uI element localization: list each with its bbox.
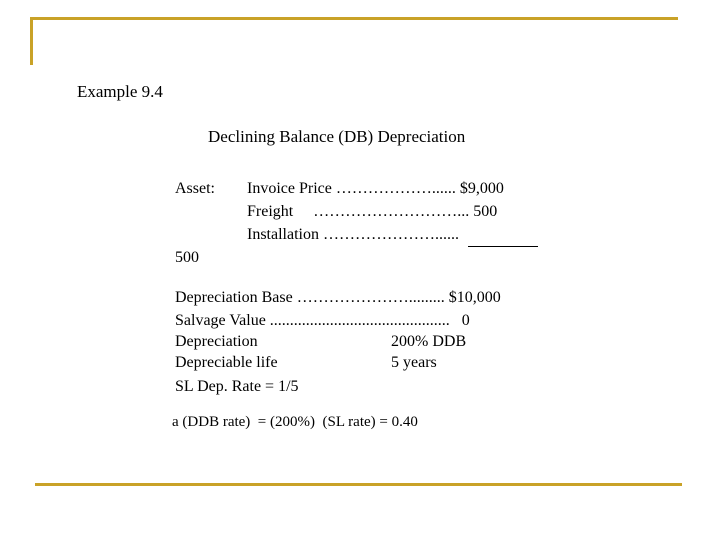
bottom-rule xyxy=(35,483,682,486)
sum-underline xyxy=(468,246,538,247)
left-rule xyxy=(30,17,33,65)
freight-line: Freight ………………………... 500 xyxy=(247,203,498,220)
depreciation-value: 200% DDB xyxy=(391,333,467,350)
sl-rate-line: SL Dep. Rate = 1/5 xyxy=(175,378,299,395)
salvage-value-line: Salvage Value ............................................. 0 xyxy=(175,312,470,329)
invoice-price-line: Invoice Price ………………...... $9,000 xyxy=(247,180,504,197)
depreciable-life-value: 5 years xyxy=(391,354,437,371)
asset-label: Asset: xyxy=(175,180,215,197)
depreciation-base-line: Depreciation Base …………………......... $10,000 xyxy=(175,289,501,306)
installation-value: 500 xyxy=(175,249,199,266)
ddb-rate-formula: a (DDB rate) = (200%) (SL rate) = 0.40 xyxy=(172,414,418,430)
example-label: Example 9.4 xyxy=(77,82,163,101)
installation-line: Installation …………………...... xyxy=(247,226,459,243)
top-rule xyxy=(30,17,678,20)
page-title: Declining Balance (DB) Depreciation xyxy=(208,127,466,146)
depreciable-life-label: Depreciable life xyxy=(175,354,278,371)
depreciation-label: Depreciation xyxy=(175,333,258,350)
